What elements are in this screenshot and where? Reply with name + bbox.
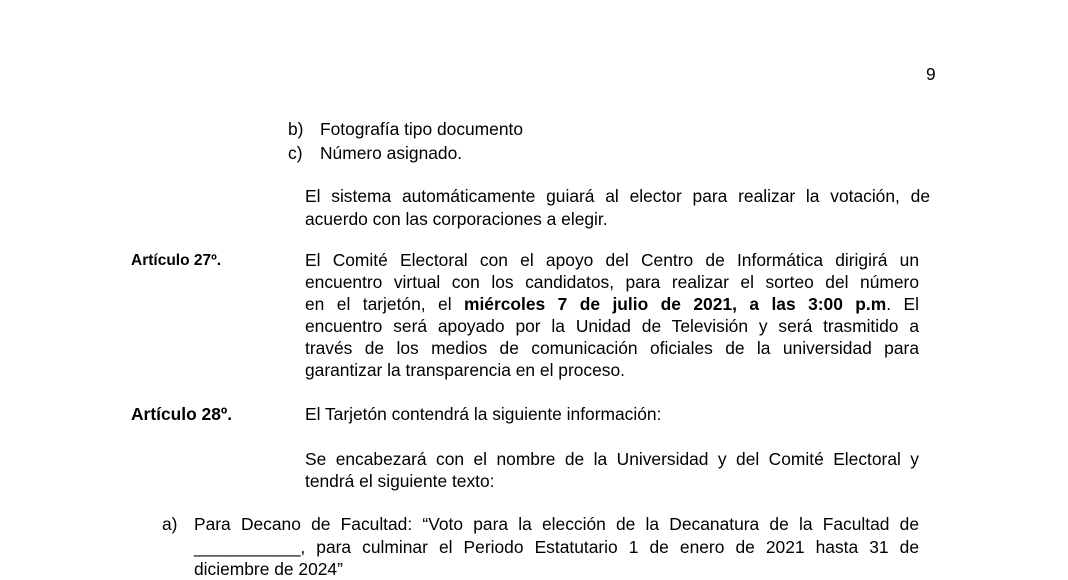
article-28-intro: El Tarjetón contendrá la siguiente información: [305,404,662,424]
article-27-label: Artículo 27º. [131,252,222,269]
article-27-line-3 [305,294,919,314]
article-27-line-4: encuentro será apoyado por la Unidad de Televisión y será trasmitido a [305,316,919,336]
list-item-dean-line-3: diciembre de 2024” [194,559,343,579]
article-28-label: Artículo 28º. [131,404,233,424]
article-27-date-time: miércoles 7 de julio de 2021, a las 3:00 p.m [464,294,887,314]
article-28-paragraph-line-2: tendrá el siguiente texto: [305,471,495,491]
list-item-dean-line-1: Para Decano de Facultad: “Voto para la elección de la Decanatura de la Facultad de [194,514,919,534]
paragraph-system-line-1: El sistema automáticamente guiará al elector para realizar la votación, de [305,186,930,206]
article-28-paragraph-line-1: Se encabezará con el nombre de la Universidad y del Comité Electoral y [305,449,919,469]
list-item-photo: Fotografía tipo documento [320,119,524,139]
list-item-dean-line-2: ___________, para culminar el Periodo Estatutario 1 de enero de 2021 hasta 31 de [194,537,919,557]
article-27-line-3-post: . El [886,294,919,314]
paragraph-system-line-2: acuerdo con las corporaciones a elegir. [305,209,608,229]
article-27-line-2: encuentro virtual con los candidatos, para realizar el sorteo del número [305,272,919,292]
article-27-line-1: El Comité Electoral con el apoyo del Centro de Informática dirigirá un [305,250,919,270]
list-marker-b: b) [288,119,304,139]
list-marker-c: c) [288,143,303,163]
list-marker-a: a) [162,514,178,534]
list-item-number: Número asignado. [320,143,463,163]
article-27-line-5: través de los medios de comunicación oficiales de la universidad para [305,338,919,358]
article-27-line-6: garantizar la transparencia en el proceso. [305,360,625,380]
page-number: 9 [926,64,936,84]
article-27-line-3-pre: en el tarjetón, el [305,294,464,314]
